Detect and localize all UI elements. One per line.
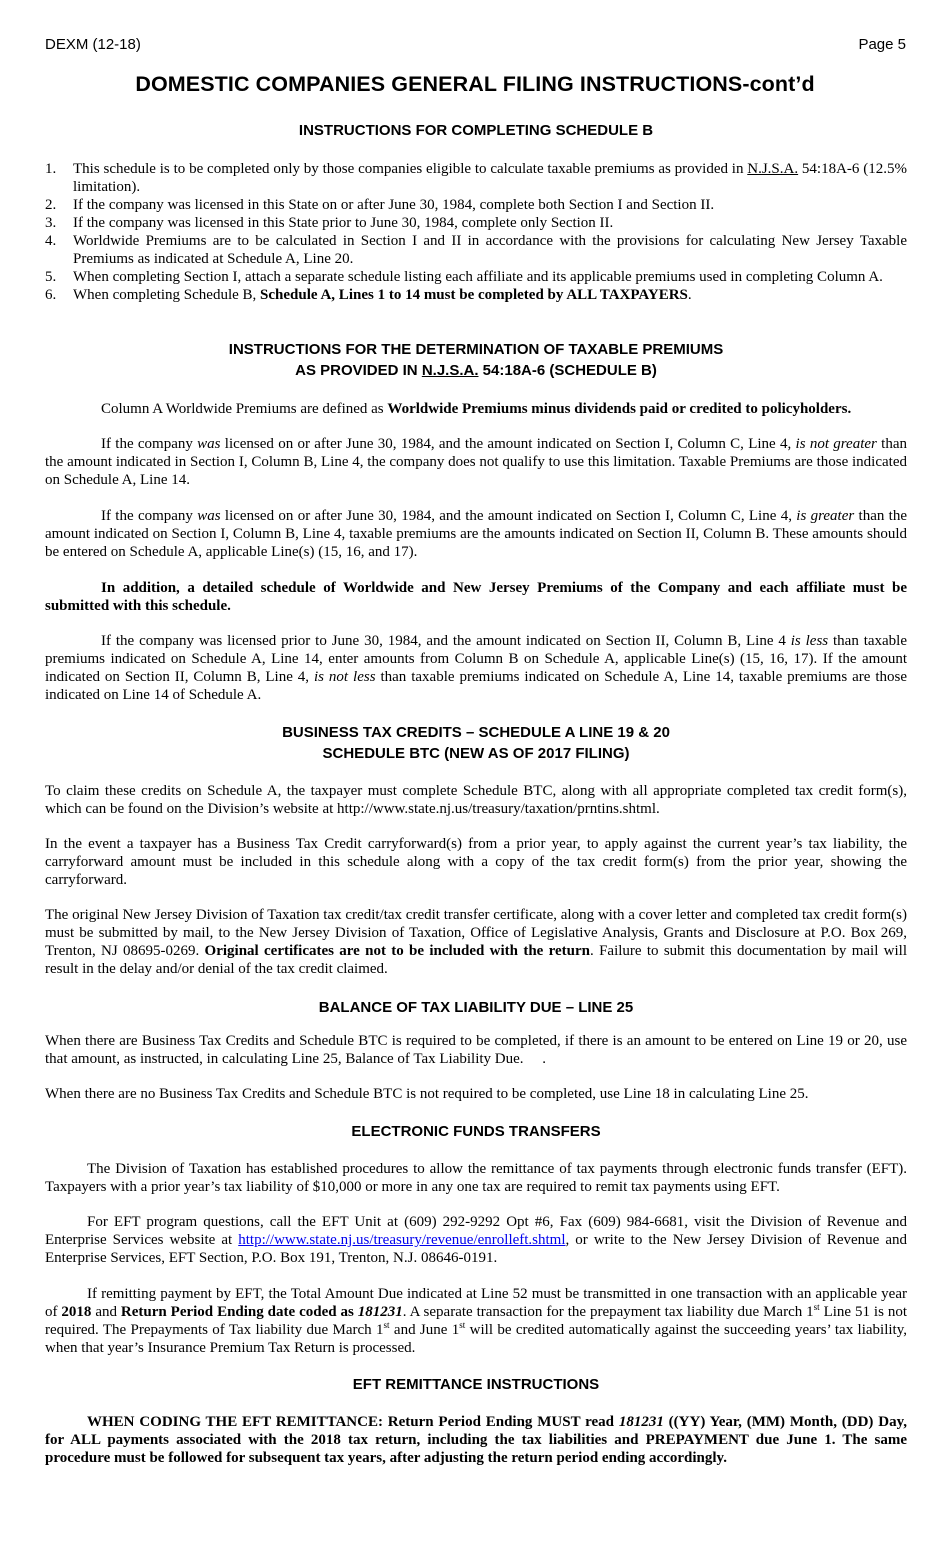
determination-heading: INSTRUCTIONS FOR THE DETERMINATION OF TAXABLE PREMIUMS AS PROVIDED IN N.J.S.A. 54:18A-6 (SCHEDULE B) — [228, 341, 724, 379]
eft-p3: If remitting payment by EFT, the Total Amount Due indicated at Line 52 must be transmitted in one transaction with an applicable year of 2018 and Return Period Ending date coded as 181231. A separate transaction for the prepayment tax liability due March 1st Line 51 is not required. The Prepayments of Tax liability due March 1st and June 1st will be credited automatically against the succeeding years’ tax liability, when that year’s Insurance Premium Tax Return is processed. — [45, 1286, 907, 1356]
list-item: 2. If the company was licensed in this State on or after June 30, 1984, complete both Section I and Section II. — [45, 197, 715, 213]
eft-heading: ELECTRONIC FUNDS TRANSFERS — [351, 1123, 601, 1140]
determination-p3: If the company was licensed on or after June 30, 1984, and the amount indicated on Section I, Column C, Line 4, is greater than the amount indicated on Section I, Column B, Line 4, taxable premiums are the amounts indicated on Section II, Column B. These amounts should be entered on Schedule A, applicable Line(s) (15, 16, and 17). — [45, 508, 908, 560]
eft-remittance-p: WHEN CODING THE EFT REMITTANCE: Return Period Ending MUST read 181231 ((YY) Year, (MM) Month, (DD) Day, for ALL payments associated with the 2018 tax return, including the tax liabilities and PREPAYMENT due June 1. The same procedure must be followed for subsequent tax years, after adjusting the return period ending accordingly. — [45, 1414, 907, 1466]
eft-p1: The Division of Taxation has established procedures to allow the remittance of tax payments through electronic funds transfer (EFT). Taxpayers with a prior year’s tax liability of $10,000 or more in any one tax are required to remit tax payments using EFT. — [45, 1161, 907, 1195]
form-id: DEXM (12-18) — [45, 36, 141, 53]
determination-p1: Column A Worldwide Premiums are defined as Worldwide Premiums minus dividends paid or credited to policyholders. — [101, 401, 852, 417]
eft-enroll-link[interactable]: http://www.state.nj.us/treasury/revenue/enrolleft.shtml — [238, 1232, 566, 1248]
btc-p1: To claim these credits on Schedule A, the taxpayer must complete Schedule BTC, along with all appropriate completed tax credit form(s), which can be found on the Division’s website at http://www.state.nj.us/treasury/taxation/prntins.shtml. — [45, 783, 907, 817]
btc-p3: The original New Jersey Division of Taxation tax credit/tax credit transfer certificate, along with a cover letter and completed tax credit form(s) must be submitted by mail, to the New Jersey Division of Taxation, Office of Legislative Analysis, Grants and Disclosure at P.O. Box 269, Trenton, NJ 08695-0269. Original certificates are not to be included with the return. Failure to submit this documentation by mail will result in the delay and/or denial of the tax credit claimed. — [45, 907, 908, 977]
list-item: 1. This schedule is to be completed only by those companies eligible to calculate taxable premiums as provided in N.J.S.A. 54:18A-6 (12.5% limitation). — [45, 161, 907, 195]
balance-heading: BALANCE OF TAX LIABILITY DUE – LINE 25 — [318, 999, 634, 1016]
determination-p2: If the company was licensed on or after June 30, 1984, and the amount indicated on Section I, Column C, Line 4, is not greater than the amount indicated in Section I, Column B, Line 4, the company does not qualify to use this limitation. Taxable Premiums are those indicated on Schedule A, Line 14. — [45, 436, 907, 488]
balance-p2: When there are no Business Tax Credits and Schedule BTC is not required to be completed, use Line 18 in calculating Line 25. — [45, 1086, 809, 1102]
page-title: DOMESTIC COMPANIES GENERAL FILING INSTRUCTIONS-cont’d — [135, 72, 815, 96]
btc-heading: BUSINESS TAX CREDITS – SCHEDULE A LINE 19 & 20 SCHEDULE BTC (NEW AS OF 2017 FILING) — [282, 724, 670, 762]
determination-p5: If the company was licensed prior to June 30, 1984, and the amount indicated on Section II, Column B, Line 4 is less than taxable premiums indicated on Schedule A, Line 14, enter amounts from Column B on Schedule A, applicable Line(s) (15, 16, 17). If the amount indicated on Section II, Column B, Line 4, is not less than taxable premiums indicated on Schedule A, Line 14, taxable premiums are those indicated on Line 14 of Schedule A. — [45, 633, 908, 703]
eft-remittance-heading: EFT REMITTANCE INSTRUCTIONS — [352, 1376, 600, 1393]
page-number: Page 5 — [858, 36, 906, 53]
eft-p2: For EFT program questions, call the EFT Unit at (609) 292-9292 Opt #6, Fax (609) 984-6681, visit the Division of Revenue and Enterprise Services website at http://www.state.nj.us/treasury/revenue/enrolleft.shtml, or write to the New Jersey Division of Revenue and Enterprise Services, EFT Section, P.O. Box 191, Trenton, N.J. 08646-0191. — [45, 1214, 908, 1266]
list-item: 4. Worldwide Premiums are to be calculated in Section I and II in accordance with the provisions for calculating New Jersey Taxable Premiums as indicated at Schedule A, Line 20. — [45, 233, 907, 267]
btc-p2: In the event a taxpayer has a Business Tax Credit carryforward(s) from a prior year, to apply against the current year’s tax liability, the carryforward amount must be included in this schedule along with a copy of the tax credit form(s) from the prior year, showing the carryforward. — [45, 836, 907, 888]
balance-p1: When there are Business Tax Credits and Schedule BTC is required to be completed, if there is an amount to be entered on Line 19 or 20, use that amount, as instructed, in calculating Line 25, Balance of Tax Liability Due. . — [45, 1033, 907, 1067]
determination-p4: In addition, a detailed schedule of Worldwide and New Jersey Premiums of the Company and each affiliate must be submitted with this schedule. — [45, 580, 907, 614]
list-item: 3. If the company was licensed in this State prior to June 30, 1984, complete only Section II. — [45, 215, 614, 231]
list-item: 6. When completing Schedule B, Schedule A, Lines 1 to 14 must be completed by ALL TAXPAYERS. — [45, 287, 692, 303]
list-item: 5. When completing Section I, attach a separate schedule listing each affiliate and its applicable premiums used in completing Column A. — [45, 269, 883, 285]
schedule-b-list — [45, 160, 907, 304]
schedule-b-heading: INSTRUCTIONS FOR COMPLETING SCHEDULE B — [298, 122, 654, 139]
